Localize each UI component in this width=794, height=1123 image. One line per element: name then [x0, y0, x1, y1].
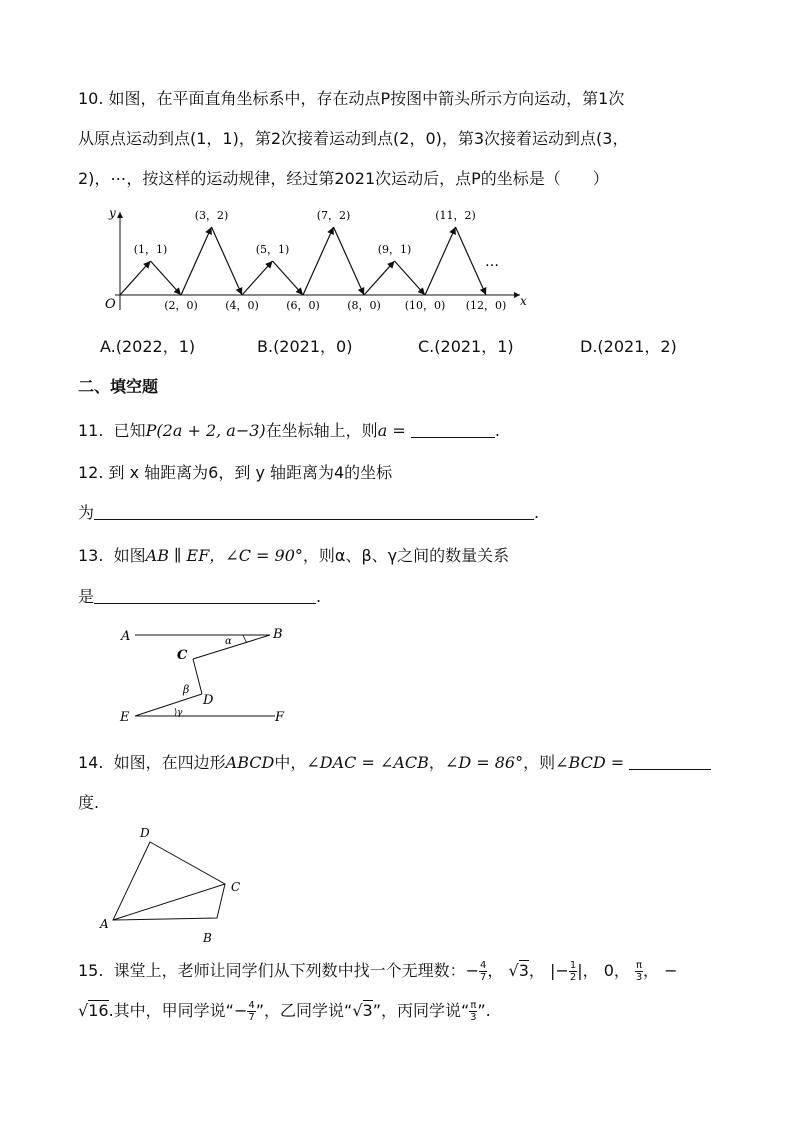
point-label: (7，2) — [316, 209, 351, 222]
path-segment — [456, 227, 487, 295]
q15-line1: 15. 课堂上，老师让同学们从下列数中找一个无理数：− $\frac{4}{7}$ ， √3， |− $\frac{1}{2}$ |， 0， $\frac{\pi}{3}$ ， − — [78, 960, 678, 983]
point-label: (11，2) — [435, 209, 476, 222]
q11: 11. 已知P(2a + 2, a−3)在坐标轴上，则a = . — [78, 421, 500, 440]
q13-line1: 13. 如图AB ∥ EF，∠C = 90°，则α、β、γ之间的数量关系 — [78, 546, 510, 565]
q14-quadrilateral-figure — [95, 822, 255, 947]
axis-y-label: y — [109, 206, 116, 220]
path-segment — [242, 261, 273, 295]
path-segment — [303, 227, 334, 295]
point-label: (2，0) — [164, 299, 198, 312]
q13-line2: 是 . — [78, 587, 322, 606]
svg-text:γ: γ — [177, 708, 183, 718]
q10-line2: 从原点运动到点(1，1)，第2次接着运动到点(2，0)，第3次接着运动到点(3， — [78, 129, 629, 148]
svg-text:F: F — [275, 710, 285, 725]
svg-text:B: B — [203, 931, 212, 945]
svg-text:C: C — [231, 880, 241, 894]
q13-answer-blank[interactable] — [94, 587, 316, 604]
svg-text:D: D — [203, 693, 214, 708]
path-segment — [181, 227, 212, 295]
q10-coordinate-figure — [95, 200, 535, 320]
q15-line2: √16.其中，甲同学说“− $\frac{4}{7}$ ”，乙同学说“√3”，丙同学说“ $\frac{\pi}{3}$ ”. — [78, 1000, 491, 1023]
option-a[interactable]: A.(2022，1) — [100, 337, 196, 356]
svg-text:A: A — [100, 917, 109, 931]
path-segment — [425, 227, 456, 295]
point-label: (1，1) — [133, 243, 168, 256]
q12-line2: 为 . — [78, 503, 540, 522]
origin-label: O — [105, 297, 116, 312]
point-label: (6，0) — [286, 299, 320, 312]
svg-text:β: β — [183, 683, 190, 696]
q14-line2: 度. — [78, 793, 100, 812]
point-label: (3，2) — [194, 209, 229, 222]
q11-answer-blank[interactable] — [411, 421, 495, 438]
q14-line1: 14. 如图，在四边形ABCD中，∠DAC = ∠ACB，∠D = 86°，则∠BCD = — [78, 752, 711, 774]
point-label: (5，1) — [255, 243, 290, 256]
path-segment — [212, 227, 243, 295]
svg-text:E: E — [120, 710, 130, 725]
svg-text:C: C — [177, 648, 188, 663]
point-label: (4，0) — [225, 299, 259, 312]
point-label: (10，0) — [404, 299, 446, 312]
graph-ellipsis: … — [485, 254, 499, 270]
path-segment — [334, 227, 365, 295]
option-c[interactable]: C.(2021，1) — [418, 337, 514, 356]
q10-line1: 10. 如图，在平面直角坐标系中，存在动点P按图中箭头所示方向运动，第1次 — [78, 89, 625, 108]
path-segment — [273, 261, 304, 295]
frac-4-7: $\frac{4}{7}$ — [480, 960, 487, 983]
section-title: 二、填空题 — [78, 377, 159, 396]
svg-text:B: B — [273, 627, 283, 642]
q14-answer-blank[interactable] — [629, 753, 711, 770]
path-segment — [151, 261, 182, 295]
svg-text:A: A — [121, 629, 131, 644]
q13-parallel-figure — [115, 622, 305, 732]
svg-text:α: α — [225, 636, 232, 647]
q10-line3: 2)，⋯，按这样的运动规律，经过第2021次运动后，点P的坐标是（ ） — [78, 169, 609, 188]
point-label: (8，0) — [347, 299, 381, 312]
point-label: (12，0) — [465, 299, 507, 312]
path-segment — [120, 261, 151, 295]
path-segment — [364, 261, 395, 295]
point-label: (9，1) — [377, 243, 412, 256]
axis-x-label: x — [520, 294, 527, 308]
option-b[interactable]: B.(2021，0) — [257, 337, 353, 356]
svg-text:D: D — [140, 826, 150, 840]
q12-answer-blank[interactable] — [94, 503, 534, 520]
path-segment — [395, 261, 426, 295]
q12-line1: 12. 到 x 轴距离为6，到 y 轴距离为4的坐标 — [78, 463, 393, 482]
option-d[interactable]: D.(2021，2) — [580, 337, 677, 356]
